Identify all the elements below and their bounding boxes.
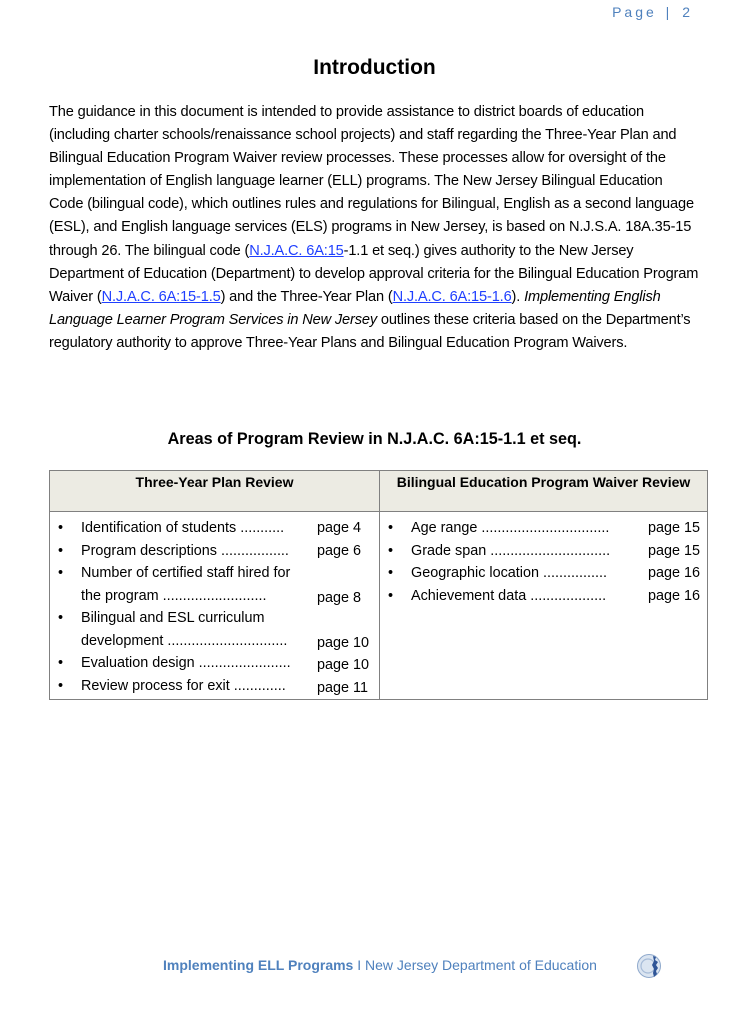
three-year-plan-column <box>50 471 380 699</box>
item-page: page 6 <box>317 542 362 559</box>
waiver-review-column <box>380 471 707 699</box>
bullet-icon: • <box>58 542 64 559</box>
item-label: Review process for exit ............. <box>81 677 286 694</box>
item-page: page 16 <box>648 587 701 604</box>
item-label: Age range ................................ <box>411 520 610 536</box>
bullet-icon: • <box>58 677 64 694</box>
bullet-icon: • <box>388 565 394 581</box>
page-footer <box>163 957 597 973</box>
list-item <box>50 607 379 652</box>
review-list <box>380 512 707 607</box>
body-text-3: ) and the Three-Year Plan ( <box>220 288 393 305</box>
bullet-icon: • <box>388 542 394 559</box>
item-label: Bilingual and ESL curriculum development .............................. <box>81 610 288 649</box>
item-label: Program descriptions ................. <box>81 542 289 559</box>
nj-doe-seal-icon <box>637 953 663 979</box>
list-item <box>380 562 707 585</box>
list-item <box>380 517 707 540</box>
body-text-1: The guidance in this document is intended to provide assistance to district boards of education (including charter schools/renaissance school projects) and staff regarding the Three-Year Plan and Bilingual Education Program Waiver review processes. These processes allow for oversight of the implementation of English language learner (ELL) programs. The New Jersey Bilingual Education Code (bilingual code), which outlines rules and regulations for Bilingual, English as a second language (ESL), and English language services (ELS) programs in New Jersey, is based on N.J.S.A. 18A.35-15 through 26. The bilingual code ( <box>49 104 694 259</box>
page-title: Introduction <box>313 56 436 79</box>
item-label: Identification of students ........... <box>81 520 285 536</box>
list-item <box>380 540 707 563</box>
list-item <box>50 652 379 675</box>
footer-department: New Jersey Department of Education <box>365 957 597 973</box>
body-text-2: -1.1 et seq.) gives authority to the New Jersey Department of Education (Department) to develop approval criteria for the Bilingual Education Program Waiver ( <box>49 242 699 305</box>
bullet-icon: • <box>388 520 394 536</box>
footer-separator: I <box>353 957 366 973</box>
item-page: page 8 <box>317 589 362 606</box>
bullet-icon: • <box>58 520 64 536</box>
review-list <box>50 512 379 697</box>
list-item <box>50 562 379 607</box>
column-header: Bilingual Education Program Waiver Review <box>380 471 707 512</box>
footer-program-title: Implementing ELL Programs <box>163 957 354 973</box>
bullet-icon: • <box>58 655 64 671</box>
program-review-table <box>49 470 708 700</box>
list-item <box>50 675 379 698</box>
page-label: Page <box>612 4 657 20</box>
item-page: page 15 <box>648 542 701 559</box>
list-item <box>50 540 379 563</box>
item-label: Achievement data ................... <box>411 587 607 604</box>
bullet-icon: • <box>58 610 64 626</box>
link-njac-6a15-1-5[interactable]: N.J.A.C. 6A:15-1.5 <box>101 288 221 305</box>
intro-paragraph <box>49 101 699 355</box>
item-page: page 10 <box>317 634 370 651</box>
page-number-header <box>612 4 693 20</box>
body-text-5: outlines these criteria based on the Department’s regulatory authority to approve Three-Year Plans and Bilingual Education Program Waivers. <box>49 311 691 351</box>
item-label: Evaluation design ....................... <box>81 655 291 671</box>
item-label: Number of certified staff hired for the program .......................... <box>81 565 291 604</box>
item-page: page 16 <box>648 565 701 581</box>
page-number: 2 <box>682 4 693 20</box>
document-title-italic: Implementing English Language Learner Program Services in New Jersey <box>49 288 661 328</box>
item-page: page 10 <box>317 657 370 673</box>
item-page: page 11 <box>317 679 368 696</box>
table-title: Areas of Program Review in N.J.A.C. 6A:15-1.1 et seq. <box>167 430 582 448</box>
page-separator: | <box>665 4 670 20</box>
bullet-icon: • <box>388 587 394 604</box>
item-page: page 4 <box>317 520 362 536</box>
column-header: Three-Year Plan Review <box>50 471 379 512</box>
list-item <box>50 517 379 540</box>
link-njac-6a15-1-6[interactable]: N.J.A.C. 6A:15-1.6 <box>392 288 512 305</box>
list-item <box>380 585 707 608</box>
bullet-icon: • <box>58 565 64 581</box>
item-page: page 15 <box>648 520 701 536</box>
link-njac-6a15[interactable]: N.J.A.C. 6A:15 <box>249 242 344 259</box>
body-text-4: ). <box>511 288 525 305</box>
item-label: Geographic location ................ <box>411 565 607 581</box>
item-label: Grade span .............................. <box>411 542 611 559</box>
